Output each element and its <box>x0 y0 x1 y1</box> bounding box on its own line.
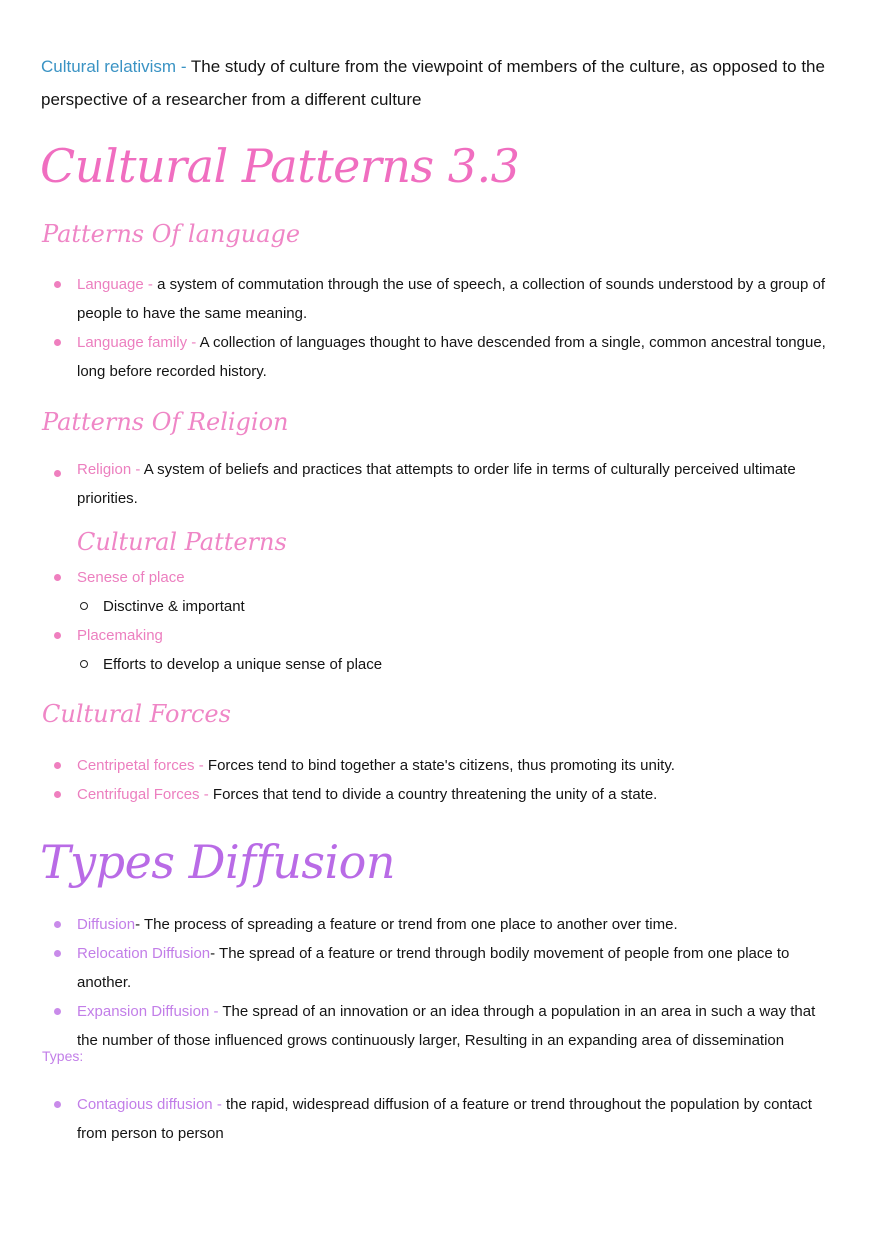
list-item <box>0 1090 880 1148</box>
intro-text: The study of culture from the viewpoint of members of the culture, as opposed to the perspective of a researcher from a different culture <box>41 57 825 109</box>
list-item <box>0 621 880 650</box>
item-separator: - <box>131 461 144 478</box>
item-term: Placemaking <box>77 627 163 644</box>
religion-list <box>0 455 880 513</box>
item-separator: - <box>135 916 144 933</box>
list-item <box>0 270 880 328</box>
diffusion-list <box>0 910 880 1055</box>
bullet-icon <box>54 470 61 477</box>
language-heading: Patterns Of language <box>42 220 301 248</box>
item-term: Centrifugal Forces <box>77 786 200 803</box>
types-list <box>0 1090 880 1148</box>
list-item <box>0 328 880 386</box>
item-separator: - <box>209 1003 223 1020</box>
item-text: Disctinve & important <box>103 598 245 615</box>
item-separator: - <box>194 757 208 774</box>
item-text: a system of commutation through the use of speech, a collection of sounds understood by a group of people to have the same meaning. <box>77 276 825 322</box>
list-item <box>0 780 880 809</box>
item-text: The process of spreading a feature or trend from one place to another over time. <box>144 916 678 933</box>
item-separator: - <box>210 945 220 962</box>
item-text: Forces tend to bind together a state's citizens, thus promoting its unity. <box>207 757 675 774</box>
forces-heading: Cultural Forces <box>42 700 231 728</box>
item-separator: - <box>143 276 158 293</box>
list-item <box>0 563 880 592</box>
item-text: The spread of an innovation or an idea through a population in an area in such a way that the number of those influenced grows continuously larger, Resulting in an expanding area of dissemination <box>77 1003 816 1049</box>
item-text: A collection of languages thought to have descended from a single, common ancestral tongue, long before recorded history. <box>77 334 826 380</box>
list-item <box>0 997 880 1055</box>
section1-title: Cultural Patterns 3.3 <box>40 139 520 193</box>
bullet-icon <box>54 791 61 798</box>
bullet-icon <box>54 574 61 581</box>
sub-bullet-icon <box>80 660 88 668</box>
item-term: Language <box>77 276 144 293</box>
bullet-icon <box>54 1101 61 1108</box>
bullet-icon <box>54 921 61 928</box>
religion-heading: Patterns Of Religion <box>42 408 289 436</box>
language-list <box>0 270 880 386</box>
forces-list <box>0 751 880 809</box>
item-term: Contagious diffusion <box>77 1096 213 1113</box>
item-separator: - <box>199 786 213 803</box>
item-term: Centripetal forces <box>77 757 195 774</box>
item-text: Forces that tend to divide a country threatening the unity of a state. <box>212 786 658 803</box>
item-separator: - <box>187 334 200 351</box>
sub-bullet-icon <box>80 602 88 610</box>
list-item <box>0 910 880 939</box>
item-text: A system of beliefs and practices that attempts to order life in terms of culturally perceived ultimate priorities. <box>77 461 796 507</box>
intro-definition <box>41 50 841 116</box>
item-term: Religion <box>77 461 132 478</box>
bullet-icon <box>54 762 61 769</box>
types-label: Types: <box>42 1048 84 1064</box>
item-text: The spread of a feature or trend through bodily movement of people from one place to another. <box>77 945 790 991</box>
section2-title: Types Diffusion <box>40 835 395 889</box>
cultural-patterns-heading: Cultural Patterns <box>77 528 287 556</box>
item-term: Senese of place <box>77 569 185 586</box>
list-item <box>0 939 880 997</box>
bullet-icon <box>54 281 61 288</box>
item-text: the rapid, widespread diffusion of a feature or trend throughout the population by contact from person to person <box>77 1096 812 1142</box>
bullet-icon <box>54 950 61 957</box>
item-separator: - <box>212 1096 226 1113</box>
bullet-icon <box>54 1008 61 1015</box>
list-item <box>0 751 880 780</box>
sub-list-item <box>0 650 880 679</box>
item-term: Language family <box>77 334 188 351</box>
bullet-icon <box>54 632 61 639</box>
list-item <box>0 455 880 513</box>
bullet-icon <box>54 339 61 346</box>
item-term: Relocation Diffusion <box>77 945 211 962</box>
intro-term: Cultural relativism <box>41 57 177 76</box>
item-term: Expansion Diffusion <box>77 1003 210 1020</box>
patterns-list <box>0 563 880 679</box>
sub-list-item <box>0 592 880 621</box>
item-term: Diffusion <box>77 916 136 933</box>
intro-separator: - <box>176 57 191 76</box>
item-text: Efforts to develop a unique sense of place <box>103 656 383 673</box>
